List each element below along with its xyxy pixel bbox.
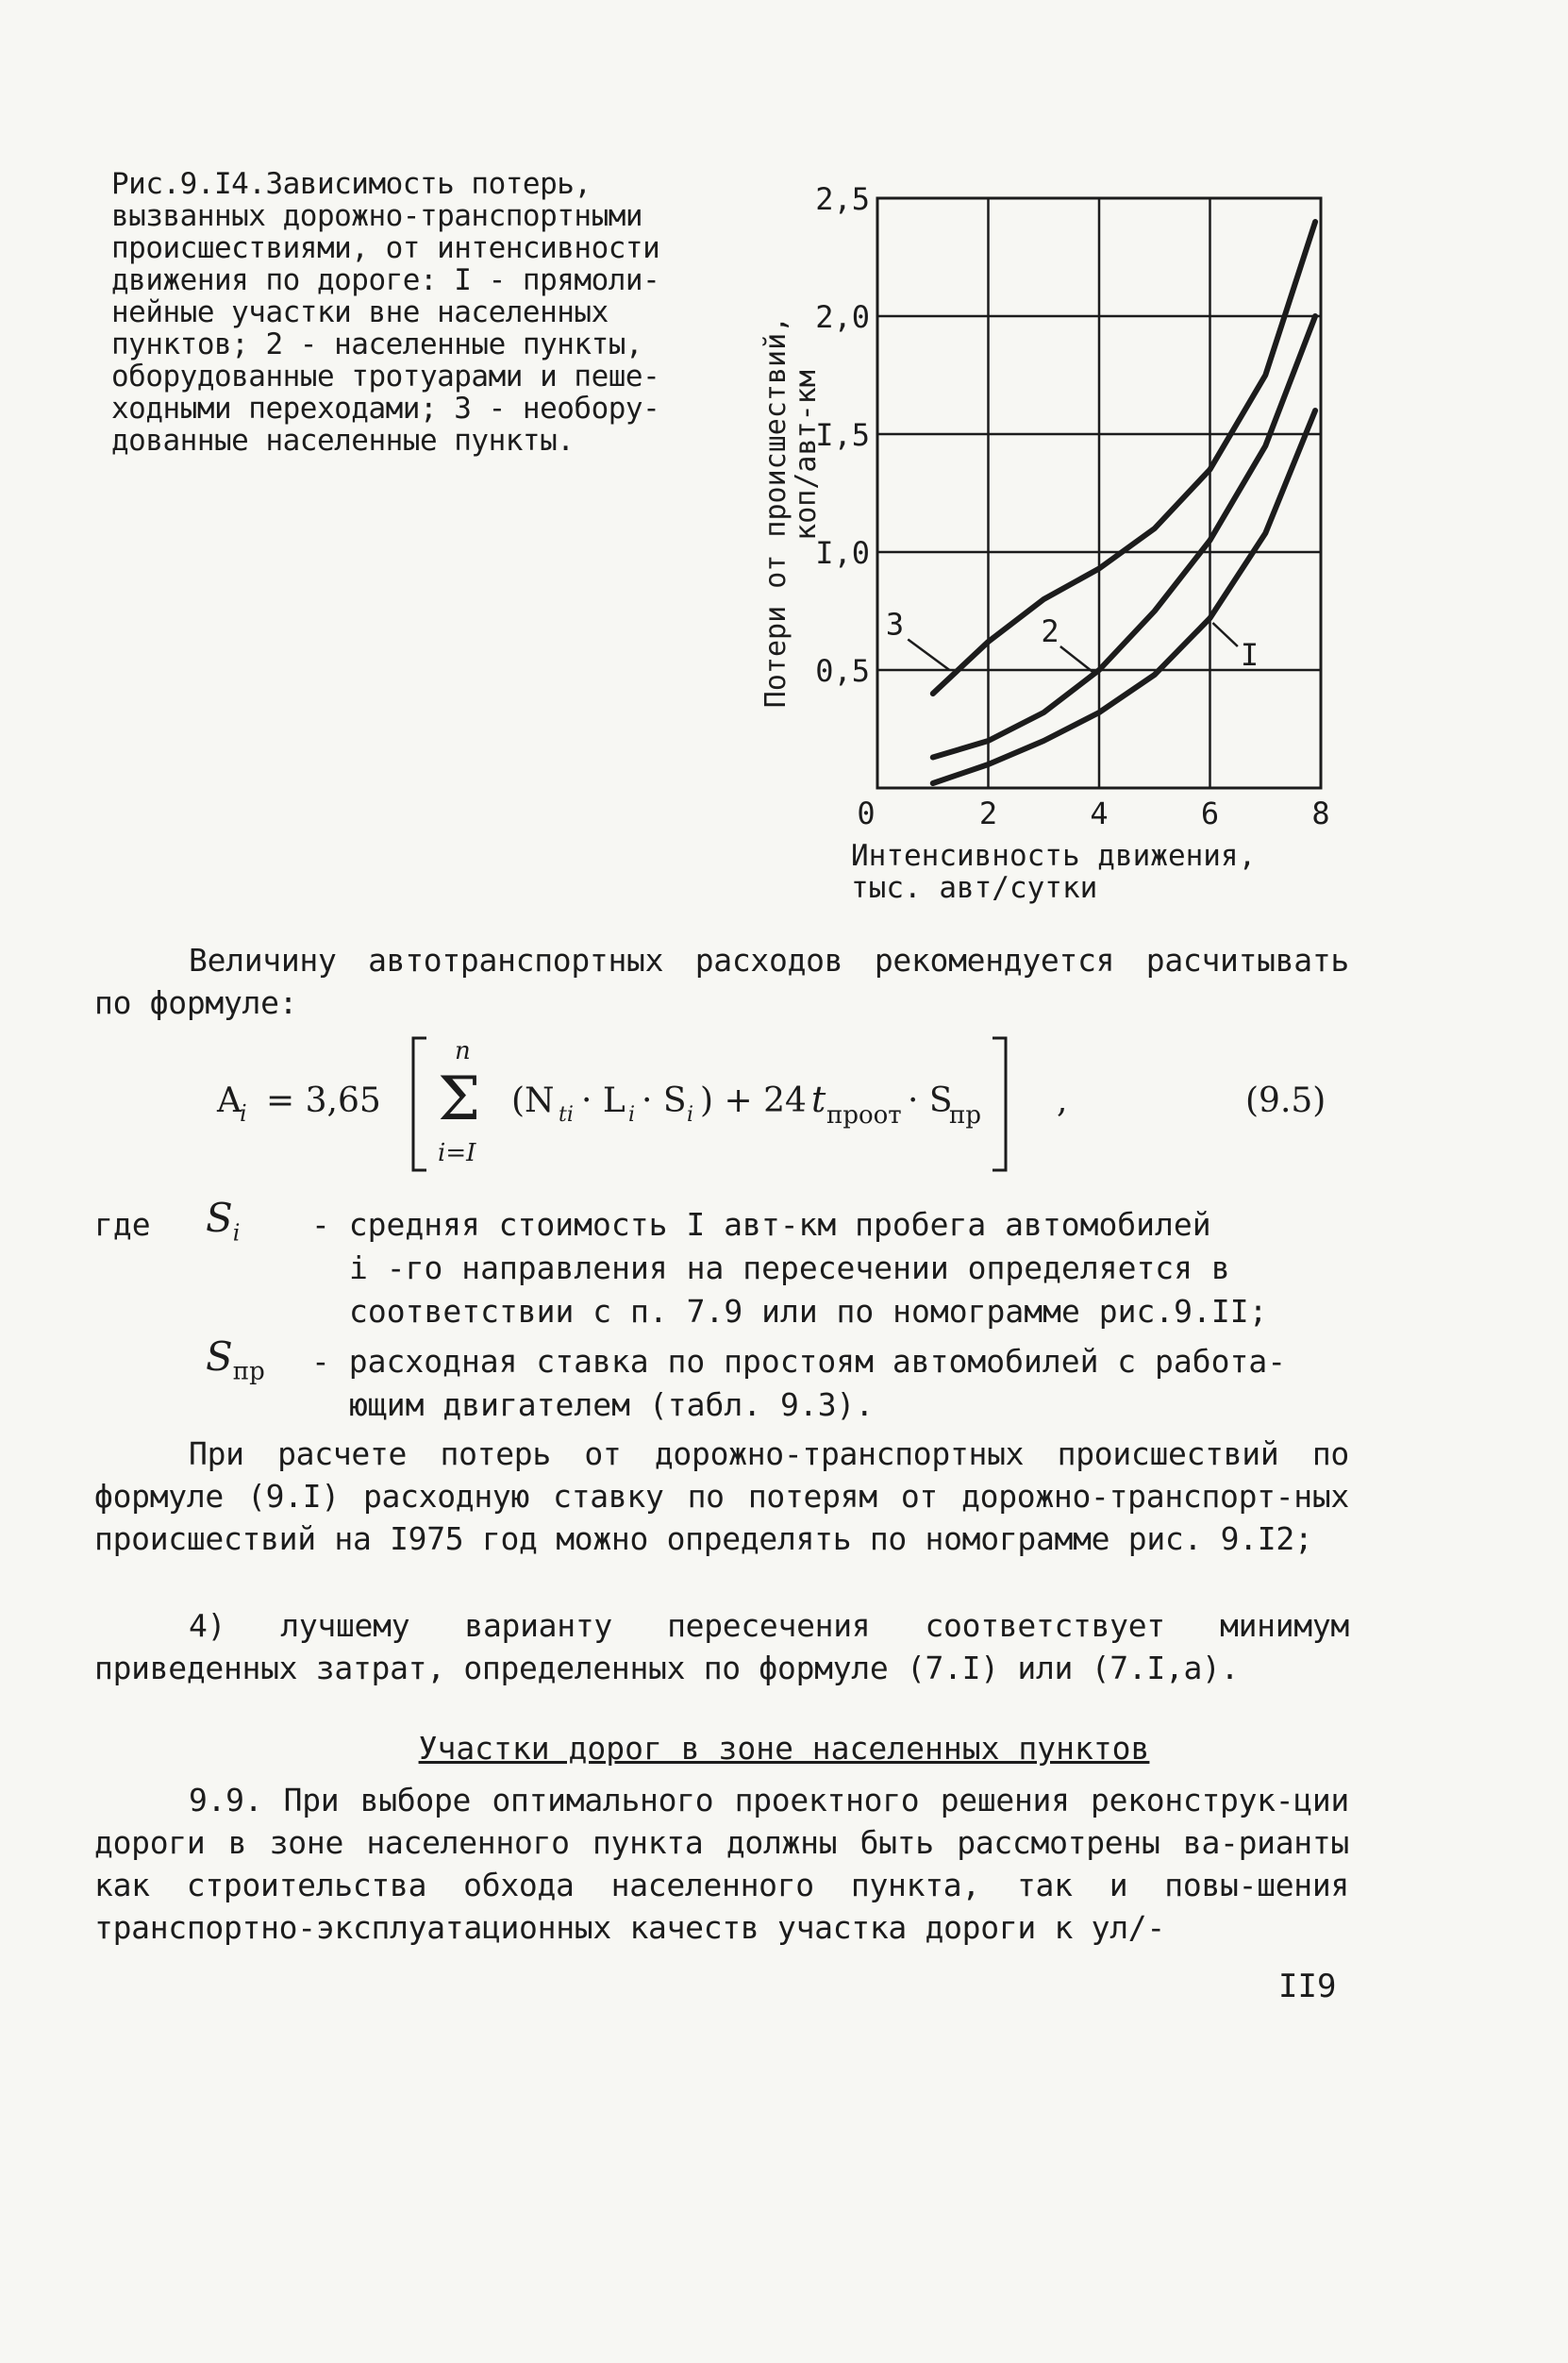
formula-lhs-sub: i (240, 1100, 247, 1127)
sum-sign: Σ (438, 1064, 481, 1134)
formula-term1: (N (511, 1081, 555, 1120)
curve-label-leader (908, 640, 949, 671)
where-symbol-si: $S_i$ (206, 1195, 241, 1247)
caption-line: дованные населенные пункты. (111, 424, 575, 458)
x-tick-label: 0 (857, 796, 876, 831)
formula-term3: · S (642, 1081, 687, 1120)
curve-label-I: I (1240, 637, 1259, 673)
formula-number: (9.5) (1245, 1081, 1326, 1120)
where-desc-si (311, 1203, 1268, 1333)
where-line: - расходная ставка по простоям автомобилей с работа- (311, 1343, 1287, 1380)
where-line: соответствии с п. 7.9 или по номограмме рис.9.II; (349, 1293, 1268, 1330)
formula-t-sub: проот (826, 1101, 902, 1130)
caption-line: оборудованные тротуарами и пеше- (111, 360, 660, 394)
chart-svg (726, 170, 1387, 906)
sum-bottom: i=I (438, 1139, 476, 1167)
page-number: II9 (1278, 1968, 1337, 2005)
paragraph-9-9: 9.9. При выборе оптимального проектного решения реконструк-ции дороги в зоне населенного пункта должны быть рассмотрены ва-рианты как строительства обхода населенного пункта, так и повы-шения транспортно-эксплуатационных качеств участка дороги к ул/- (94, 1782, 1349, 1946)
curve-label-leader (1212, 623, 1237, 646)
formula-term1-sub: ti (559, 1103, 574, 1127)
paragraph-best-variant: 4) лучшему варианту пересечения соответствует минимум приведенных затрат, определенных по формуле (7.I) или (7.I,а). (94, 1607, 1349, 1686)
caption-line: пунктов; 2 - населенные пункты, (111, 327, 643, 361)
where-line: - средняя стоимость I авт-км пробега автомобилей (311, 1206, 1211, 1243)
y-tick-label: 2,0 (815, 299, 870, 335)
curve-2 (933, 316, 1315, 758)
x-tick-label: 8 (1311, 796, 1330, 831)
formula-comma: , (1057, 1081, 1068, 1120)
intro-paragraph: Величину автотранспортных расходов рекомендуется расчитывать по формуле: (94, 942, 1349, 1021)
x-tick-label: 6 (1200, 796, 1220, 831)
formula-term2: · L (581, 1081, 626, 1120)
curve-I (933, 411, 1315, 783)
formula-coef: = 3,65 (266, 1081, 381, 1120)
formula-term2-sub: i (628, 1103, 636, 1127)
caption-line: Рис.9.I4.Зависимость потерь, (111, 167, 592, 201)
formula-lhs: A (217, 1081, 242, 1120)
caption-line: движения по дороге: I - прямоли- (111, 263, 660, 297)
where-line: ющим двигателем (табл. 9.3). (349, 1386, 875, 1423)
formula-t: t (811, 1079, 826, 1120)
section-heading: Участки дорог в зоне населенных пунктов (418, 1730, 1150, 1767)
formula-term3-sub: i (687, 1103, 694, 1127)
caption-line: вызванных дорожно-транспортными (111, 199, 643, 233)
where-line: i -го направления на пересечении определяется в (349, 1249, 1230, 1286)
curve-label-3: 3 (885, 606, 905, 643)
formula-plus: ) + 24 (700, 1081, 807, 1120)
loss-chart (726, 170, 1387, 910)
right-bracket (993, 1038, 1006, 1170)
x-tick-label: 2 (978, 796, 998, 831)
where-symbol-spr: $S_{пр}$ (206, 1333, 265, 1386)
x-tick-label: 4 (1090, 796, 1109, 831)
left-bracket (413, 1038, 426, 1170)
caption-line: происшествиями, от интенсивности (111, 231, 660, 265)
paragraph-losses: При расчете потерь от дорожно-транспортных происшествий по формуле (9.I) расходную ставку по потерям от дорожно-транспорт-ных происшествий на I975 год можно определять по номограмме рис. 9.I2; (94, 1435, 1349, 1557)
formula-9-5 (208, 1019, 1368, 1180)
figure-caption (111, 168, 734, 457)
y-tick-label: I,0 (815, 535, 870, 571)
where-label: где (94, 1206, 151, 1243)
x-axis-label: тыс. авт/сутки (851, 871, 1098, 905)
caption-line: ходными переходами; 3 - необору- (111, 392, 660, 426)
y-tick-label: 0,5 (815, 653, 870, 689)
formula-s-sub: пр (949, 1101, 981, 1130)
formula-s: · S (908, 1081, 953, 1120)
where-desc-spr (311, 1340, 1286, 1427)
curve-label-2: 2 (1041, 613, 1059, 649)
x-axis-label: Интенсивность движения, (851, 839, 1257, 873)
y-axis-label: коп/авт-км (790, 370, 823, 541)
caption-line: нейные участки вне населенных (111, 295, 609, 329)
y-tick-label: 2,5 (815, 181, 870, 217)
y-axis-label: Потери от происшествий, (759, 315, 792, 709)
y-tick-label: I,5 (815, 417, 870, 453)
sum-top: n (455, 1037, 471, 1065)
